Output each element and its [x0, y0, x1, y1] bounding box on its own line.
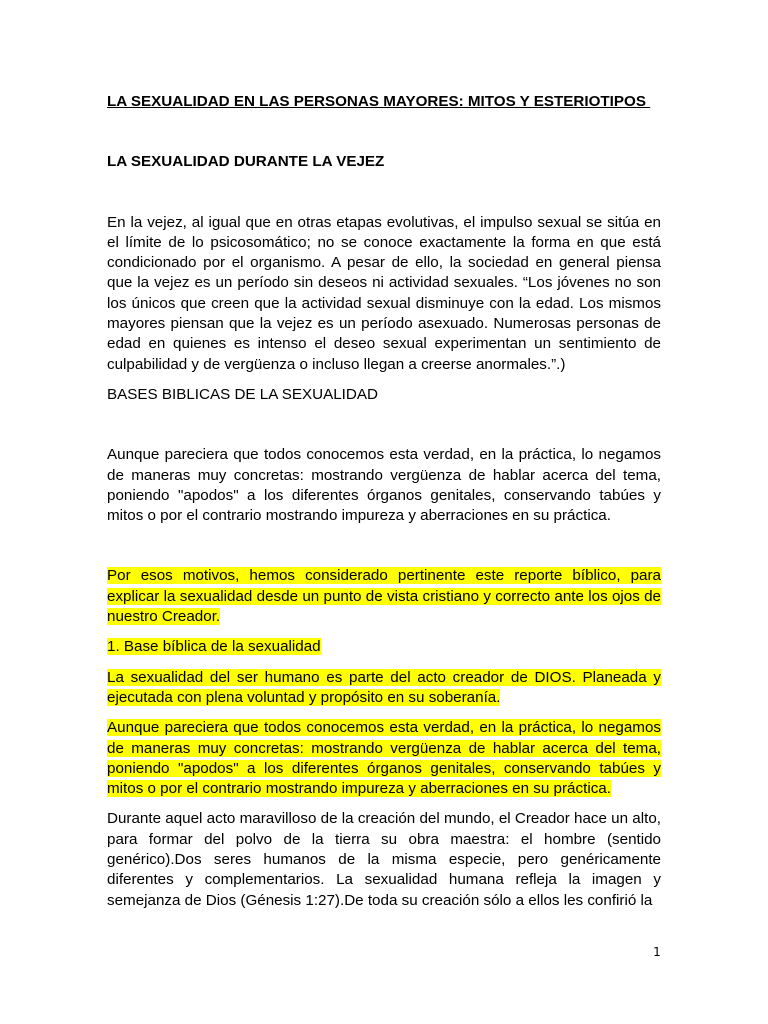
highlighted-paragraph-motivos: Por esos motivos, hemos considerado pertinente este reporte bíblico, para explicar la sexualidad desde un punto de vista cristiano y correcto ante los ojos de nuestro Creador.	[107, 567, 661, 626]
paragraph-aunque-2-container	[107, 718, 661, 799]
highlighted-paragraph-aunque-2: Aunque pareciera que todos conocemos esta verdad, en la práctica, lo negamos de maneras muy concretas: mostrando vergüenza de hablar acerca del tema, poniendo "apodos" a los diferentes órganos genitales, conservando tabúes y mitos o por el contrario mostrando impureza y aberraciones en su práctica.	[107, 719, 661, 798]
paragraph-motivos-container	[107, 566, 661, 627]
subheading-base-biblica: 1. Base bíblica de la sexualidad	[107, 638, 321, 656]
document-body	[107, 92, 661, 911]
paragraph-creacion: Durante aquel acto maravilloso de la creación del mundo, el Creador hace un alto, para formar del polvo de la tierra su obra maestra: el hombre (sentido genérico).Dos seres humanos de la misma especie, pero genéricamente diferentes y complementarios. La sexualidad humana refleja la imagen y semejanza de Dios (Génesis 1:27).De toda su creación sólo a ellos les confirió la	[107, 810, 661, 909]
section-heading-bases-biblicas: BASES BIBLICAS DE LA SEXUALIDAD	[107, 385, 378, 403]
paragraph-acto-creador-container	[107, 668, 661, 709]
page-number: 1	[653, 945, 661, 959]
paragraph-vejez: En la vejez, al igual que en otras etapas evolutivas, el impulso sexual se sitúa en el límite de lo psicosomático; no se conoce exactamente la forma en que está condicionado por el organismo. A pesar de ello, la sociedad en general piensa que la vejez es un período sin deseos ni actividad sexuales. “Los jóvenes no son los únicos que creen que la actividad sexual disminuye con la edad. Los mismos mayores piensan que la vejez es un período asexuado. Numerosas personas de edad en quienes es intenso el deseo sexual experimentan un sentimiento de culpabilidad y de vergüenza o incluso llegan a creerse anormales.”.)	[107, 213, 661, 373]
paragraph-aunque-1: Aunque pareciera que todos conocemos esta verdad, en la práctica, lo negamos de maneras muy concretas: mostrando vergüenza de hablar acerca del tema, poniendo "apodos" a los diferentes órganos genitales, conservando tabúes y mitos o por el contrario mostrando impureza y aberraciones en su práctica.	[107, 446, 661, 525]
document-title: LA SEXUALIDAD EN LAS PERSONAS MAYORES: MITOS Y ESTERIOTIPOS	[107, 93, 651, 110]
subheading-container	[107, 637, 661, 657]
highlighted-paragraph-acto-creador: La sexualidad del ser humano es parte del acto creador de DIOS. Planeada y ejecutada con plena voluntad y propósito en su soberanía.	[107, 668, 661, 706]
section-heading-vejez: LA SEXUALIDAD DURANTE LA VEJEZ	[107, 153, 385, 171]
